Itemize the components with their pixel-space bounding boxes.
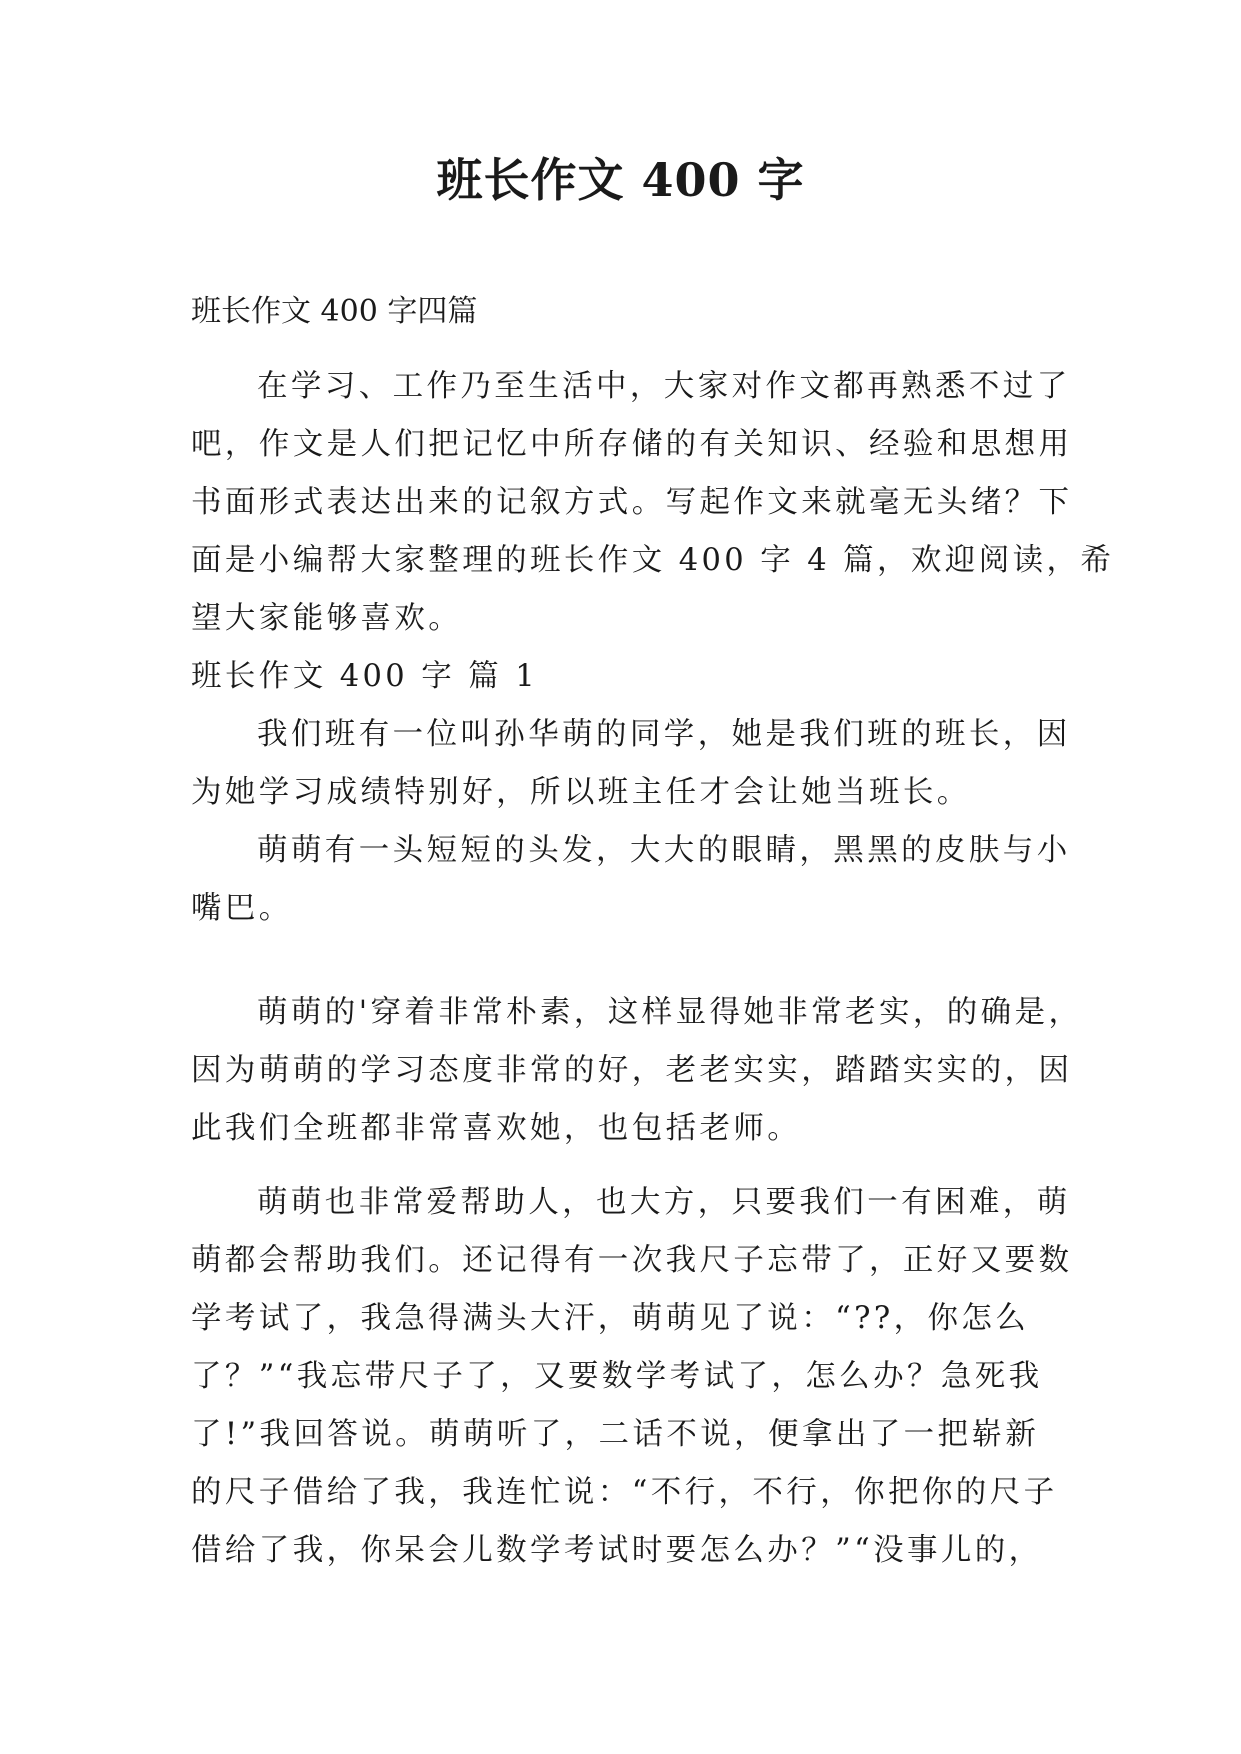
text-line: 为她学习成绩特别好，所以班主任才会让她当班长。 [191, 775, 971, 810]
text-line: 面是小编帮大家整理的班长作文 400 字 4 篇，欢迎阅读，希 [191, 543, 1115, 578]
text-line: 了!”我回答说。萌萌听了，二话不说，便拿出了一把崭新 [191, 1417, 1040, 1452]
text-line: 借给了我，你呆会儿数学考试时要怎么办？”“没事儿的， [191, 1533, 1043, 1568]
text-line: 我们班有一位叫孙华萌的同学，她是我们班的班长，因 [257, 717, 1071, 752]
section-heading-text: 班长作文 400 字 篇 1 [191, 659, 538, 694]
text-line: 在学习、工作乃至生活中，大家对作文都再熟悉不过了 [257, 369, 1071, 404]
text-line: 嘴巴。 [191, 891, 293, 926]
text-line: 的尺子借给了我，我连忙说：“不行，不行，你把你的尺子 [191, 1475, 1058, 1510]
text-line: 学考试了，我急得满头大汗，萌萌见了说：“??，你怎么 [191, 1301, 1030, 1336]
section-heading [191, 648, 1053, 706]
intro-paragraph [191, 358, 1115, 648]
paragraph-2 [191, 822, 1071, 938]
text-line: 此我们全班都非常喜欢她，也包括老师。 [191, 1111, 802, 1146]
paragraph-4 [191, 1174, 1073, 1580]
paragraph-3 [191, 984, 1083, 1158]
text-line: 书面形式表达出来的记叙方式。写起作文来就毫无头绪？下 [191, 485, 1073, 520]
text-line: 萌萌的'穿着非常朴素，这样显得她非常老实，的确是， [257, 995, 1083, 1030]
text-line: 因为萌萌的学习态度非常的好，老老实实，踏踏实实的，因 [191, 1053, 1073, 1088]
text-line: 吧，作文是人们把记忆中所存储的有关知识、经验和思想用 [191, 427, 1073, 462]
document-title: 班长作文 400 字 [436, 153, 805, 207]
text-line: 了？”“我忘带尺子了，又要数学考试了，怎么办？急死我 [191, 1359, 1043, 1394]
text-line: 萌萌也非常爱帮助人，也大方，只要我们一有困难，萌 [257, 1185, 1071, 1220]
text-line: 萌萌有一头短短的头发，大大的眼睛，黑黑的皮肤与小 [257, 833, 1071, 868]
paragraph-1 [191, 706, 1071, 822]
text-line: 望大家能够喜欢。 [191, 601, 463, 636]
text-line: 萌都会帮助我们。还记得有一次我尺子忘带了，正好又要数 [191, 1243, 1073, 1278]
document-subtitle: 班长作文 400 字四篇 [191, 294, 478, 329]
